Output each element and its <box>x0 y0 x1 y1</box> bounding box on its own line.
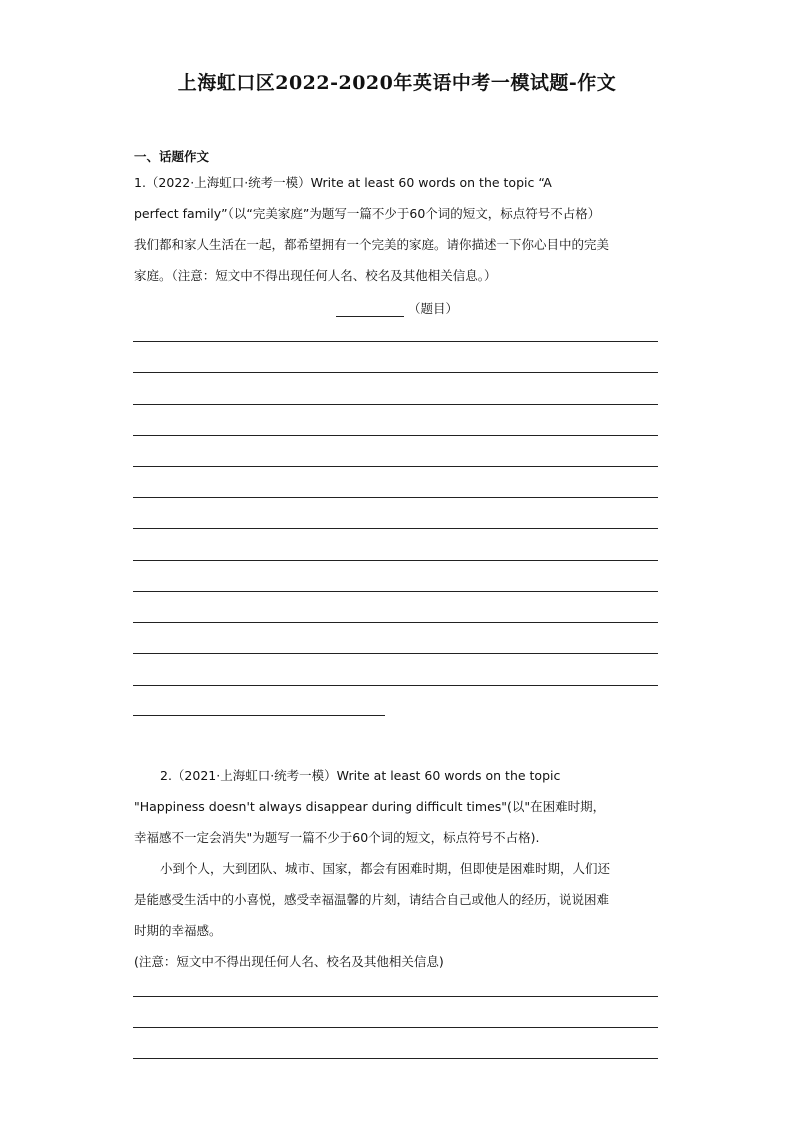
answer-line[interactable] <box>133 560 658 561</box>
answer-line[interactable] <box>133 996 658 997</box>
answer-line[interactable] <box>133 715 385 716</box>
q2-line-7: (注意：短文中不得出现任何人名、校名及其他相关信息) <box>134 954 444 969</box>
answer-line[interactable] <box>133 404 658 405</box>
q2-line-4: 小到个人，大到团队、城市、国家，都会有困难时期，但即使是困难时期，人们还 <box>160 861 611 876</box>
answer-line[interactable] <box>133 1027 658 1028</box>
answer-line[interactable] <box>133 528 658 529</box>
answer-line[interactable] <box>133 497 658 498</box>
title-label: （题目） <box>407 301 458 316</box>
title-blank[interactable] <box>336 304 404 317</box>
q1-line-2: perfect family”（以“完美家庭”为题写一篇不少于60个词的短文，标点符号不占格） <box>134 206 601 221</box>
answer-line[interactable] <box>133 466 658 467</box>
q2-line-2: "Happiness doesn't always disappear during difficult times"(以"在困难时期， <box>134 799 606 814</box>
q1-line-3: 我们都和家人生活在一起，都希望拥有一个完美的家庭。请你描述一下你心目中的完美 <box>134 237 610 252</box>
section-heading: 一、话题作文 <box>134 149 210 164</box>
answer-line[interactable] <box>133 622 658 623</box>
q1-line-1: 1.（2022·上海虹口·统考一模）Write at least 60 words on the topic “A <box>134 175 552 190</box>
document-title: 上海虹口区2022-2020年英语中考一模试题-作文 <box>177 72 617 94</box>
answer-line[interactable] <box>133 341 658 342</box>
answer-line[interactable] <box>133 372 658 373</box>
q2-line-1: 2.（2021·上海虹口·统考一模）Write at least 60 words on the topic <box>160 768 561 783</box>
q1-line-4: 家庭。（注意：短文中不得出现任何人名、校名及其他相关信息。） <box>134 268 497 283</box>
q2-line-5: 是能感受生活中的小喜悦，感受幸福温馨的片刻，请结合自己或他人的经历，说说困难 <box>134 892 610 907</box>
answer-line[interactable] <box>133 435 658 436</box>
answer-line[interactable] <box>133 653 658 654</box>
q1-title-blank-row <box>0 299 794 317</box>
answer-line[interactable] <box>133 1058 658 1059</box>
answer-line[interactable] <box>133 685 658 686</box>
q2-line-6: 时期的幸福感。 <box>134 923 222 938</box>
q2-line-3: 幸福感不一定会消失"为题写一篇不少于60个词的短文，标点符号不占格). <box>134 830 540 845</box>
answer-line[interactable] <box>133 591 658 592</box>
